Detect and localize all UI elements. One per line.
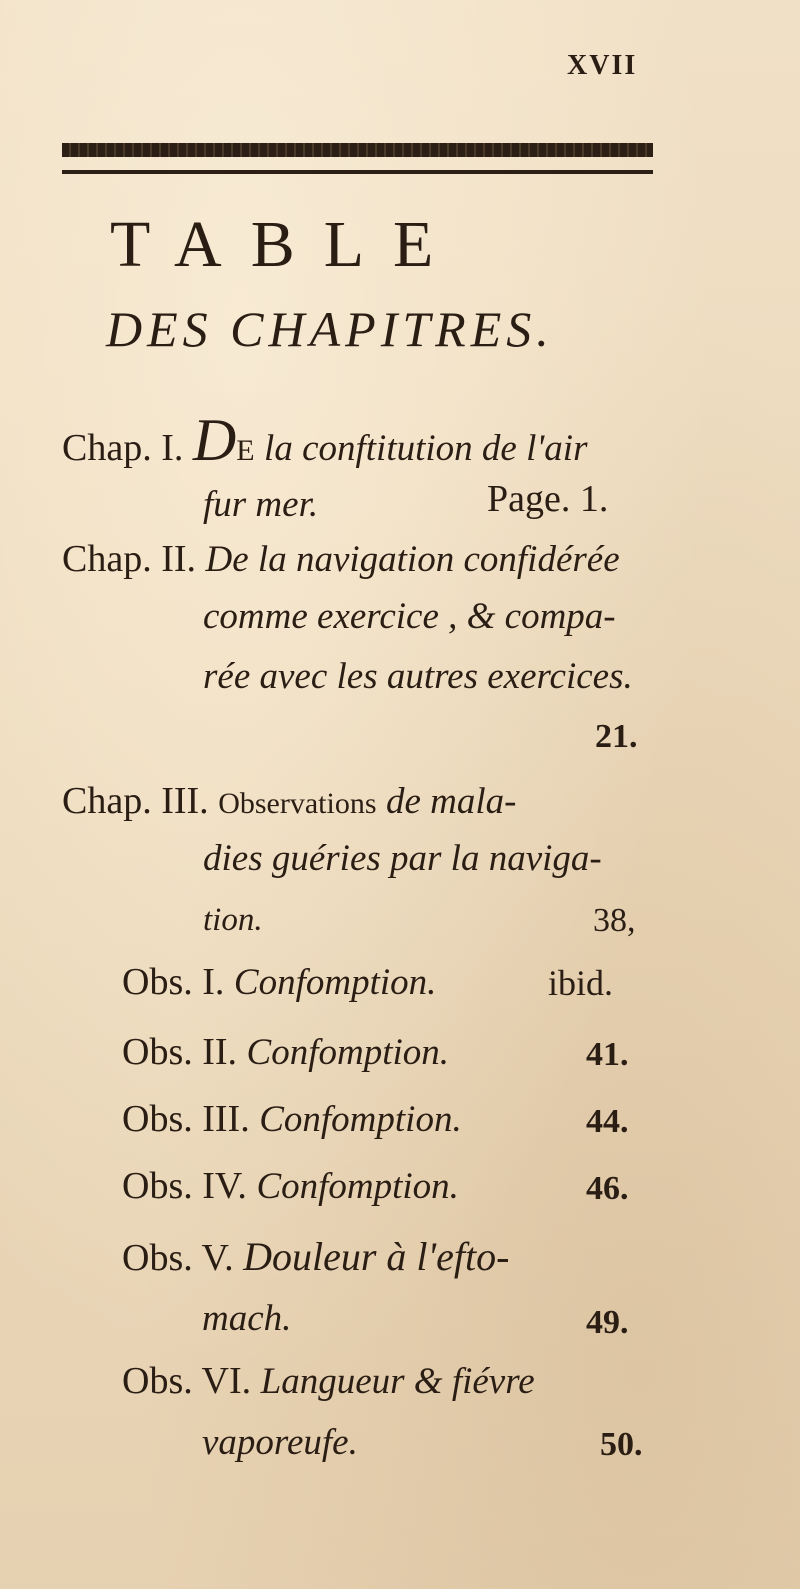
page-number: 44. (586, 1103, 629, 1140)
observation-label: Obs. III. (122, 1098, 250, 1140)
observation-title: Langueur & fiévre (260, 1361, 535, 1402)
drop-cap: D (192, 407, 237, 473)
chapter-title-line: fur mer. (203, 484, 319, 525)
page-number: 38, (593, 902, 636, 939)
page-number: 21. (595, 718, 638, 755)
observation-title: Confomption. (259, 1099, 462, 1140)
page-title: TABLE (110, 208, 463, 281)
chapter-title-line: de mala- (386, 781, 517, 822)
chapter-label: Chap. III. (62, 780, 209, 822)
chapter-label: Chap. I. (62, 427, 184, 469)
chapter-label: Chap. II. (62, 538, 197, 580)
observation-title-line: vaporeufe. (202, 1422, 358, 1463)
observation-title: Confomption. (246, 1032, 450, 1073)
chapter-title-line: dies guéries par la naviga- (203, 838, 602, 879)
observation-title: Confomption. (256, 1166, 459, 1207)
ornamental-rule-thick (62, 143, 653, 157)
ornamental-rule-thin (62, 170, 653, 174)
observation-label: Obs. V. (122, 1237, 234, 1279)
toc-entry-obs-1 (122, 963, 436, 1001)
page-subtitle: DES CHAPITRES. (106, 301, 554, 357)
observation-title: Confomption. (233, 962, 437, 1003)
chapter-title-line: tion. (203, 902, 263, 938)
chapter-title-line: rée avec les autres exercices. (203, 656, 633, 697)
drop-cap-rest: E (236, 434, 255, 467)
chapter-heading: Observations (218, 787, 377, 820)
observation-label: Obs. IV. (122, 1165, 247, 1207)
page-number: ibid. (548, 963, 614, 1003)
page-number: 41. (586, 1036, 629, 1073)
chapter-title-line: comme exercice , & compa- (203, 596, 616, 637)
page-number: 46. (586, 1170, 629, 1207)
toc-entry-obs-6 (122, 1362, 535, 1400)
toc-entry-chap-2 (62, 540, 620, 578)
page-number: Page. 1. (487, 478, 609, 520)
page-number: 50. (600, 1426, 643, 1463)
chapter-title-line: De la navigation confidérée (205, 539, 620, 580)
chapter-title-line: la conftitution de l'air (264, 428, 588, 469)
toc-entry-chap-3 (62, 782, 517, 820)
observation-label: Obs. VI. (122, 1360, 252, 1402)
toc-entry-obs-5 (122, 1234, 510, 1279)
toc-entry-obs-3 (122, 1100, 462, 1138)
page-folio: XVII (567, 50, 638, 81)
observation-label: Obs. I. (122, 961, 225, 1003)
observation-title: Douleur à l'efto- (243, 1234, 510, 1279)
page-number: 49. (586, 1304, 629, 1341)
observation-title-line: mach. (202, 1298, 292, 1339)
toc-entry-chap-1 (62, 407, 588, 473)
toc-entry-obs-4 (122, 1167, 459, 1205)
toc-entry-obs-2 (122, 1033, 449, 1071)
observation-label: Obs. II. (122, 1031, 238, 1073)
